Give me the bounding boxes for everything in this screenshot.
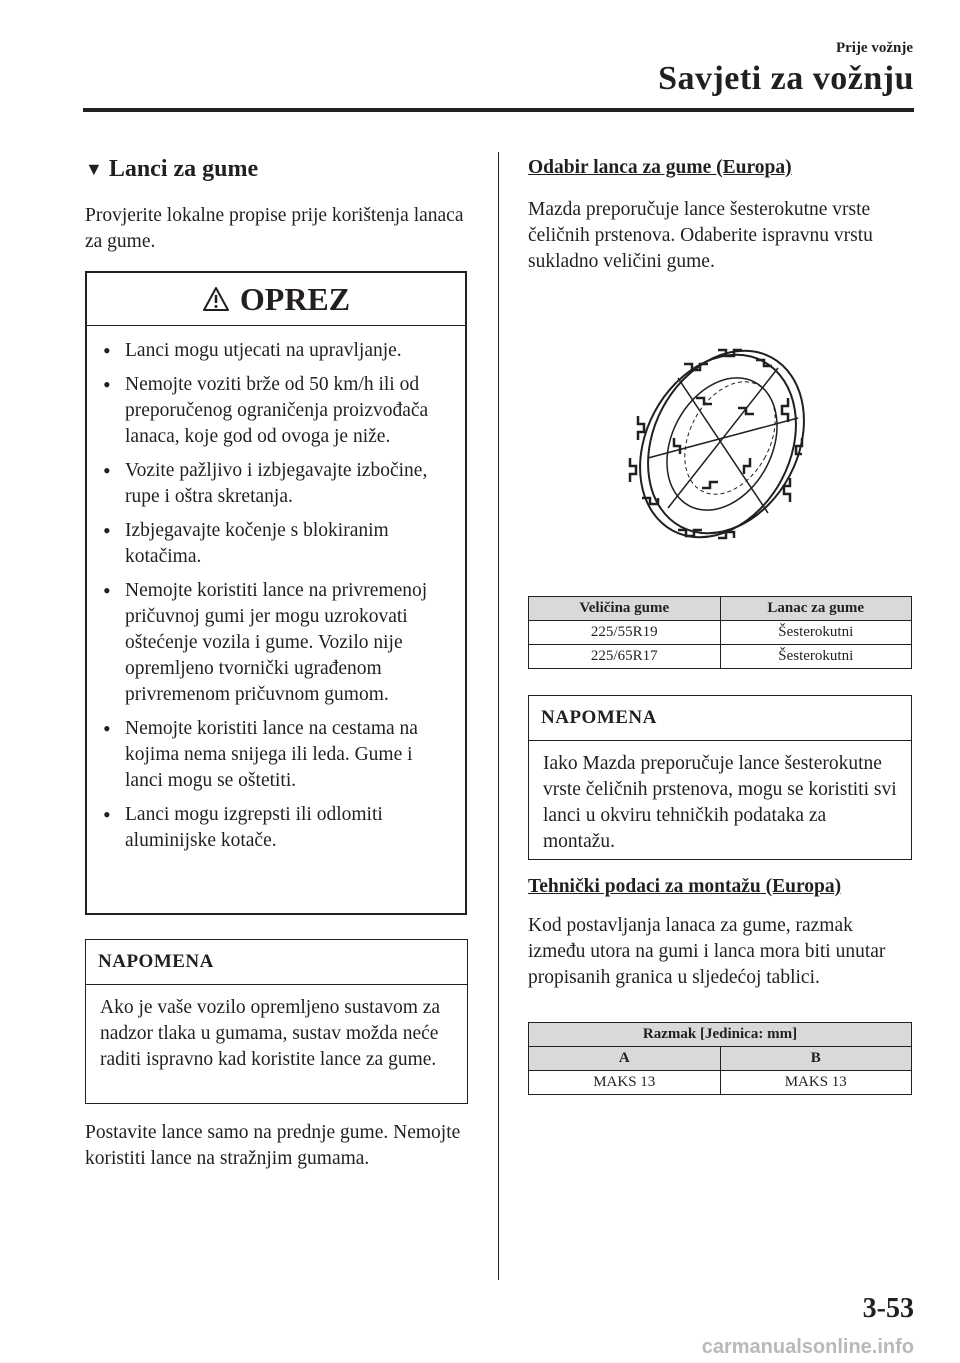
chapter-label: Prije vožnje <box>835 40 913 56</box>
tire-chain-table <box>528 596 912 669</box>
header-rule <box>83 108 914 112</box>
warning-triangle-icon <box>202 286 230 312</box>
chain-selection-paragraph: Mazda preporučuje lance šesterokutne vrste čeličnih prstenova. Odaberite ispravnu vrstu sukladno veličini gume. <box>528 199 873 272</box>
page-number: 3-53 <box>862 1293 914 1324</box>
note-heading: NAPOMENA <box>86 940 467 985</box>
note-box-chains <box>528 695 912 860</box>
note-heading: NAPOMENA <box>529 696 911 741</box>
caution-box <box>85 271 467 915</box>
table-cell: 225/65R17 <box>529 645 721 669</box>
table-header: A <box>529 1047 721 1071</box>
table-header: Lanac za gume <box>720 597 912 621</box>
table-row <box>529 1071 912 1095</box>
caution-heading: OPREZ <box>239 280 351 317</box>
watermark: carmanualsonline.info <box>701 1336 914 1358</box>
table-title: Razmak [Jedinica: mm] <box>529 1023 912 1047</box>
table-header: B <box>720 1047 912 1071</box>
note-body: Ako je vaše vozilo opremljeno sustavom za nadzor tlaka u gumama, sustav možda neće raditi ispravno kad koristite lance za gume. <box>100 997 441 1070</box>
table-cell: 225/55R19 <box>529 621 721 645</box>
caution-item: • Lanci mogu izgrepsti ili odlomiti aluminijske kotače. <box>99 802 455 854</box>
note-box-tpms <box>85 939 468 1104</box>
table-header: Veličina gume <box>529 597 721 621</box>
triangle-down-icon: ▼ <box>85 159 103 179</box>
caution-item: • Nemojte voziti brže od 50 km/h ili od preporučenog ograničenja proizvođača lanaca, koje god od ovoga je niže. <box>99 372 455 450</box>
mounting-paragraph: Kod postavljanja lanaca za gume, razmak između utora na gumi i lanca mora biti unutar propisanih granica u sljedećoj tablici. <box>528 915 886 988</box>
intro-paragraph: Provjerite lokalne propise prije korištenja lanaca za gume. <box>85 205 464 252</box>
clearance-table <box>528 1022 912 1095</box>
column-divider <box>498 152 499 1280</box>
section-title: Savjeti za vožnju <box>658 60 914 97</box>
caution-item: • Vozite pažljivo i izbjegavajte izbočine, rupe i oštra skretanja. <box>99 458 455 510</box>
topic-title: Lanci za gume <box>108 156 259 182</box>
subheading-mounting-specs: Tehnički podaci za montažu (Europa) <box>528 876 842 897</box>
table-row <box>529 621 912 645</box>
topic-heading <box>85 156 258 183</box>
caution-list <box>87 326 465 854</box>
table-cell: MAKS 13 <box>529 1071 721 1095</box>
caution-header <box>87 273 465 326</box>
subheading-chain-selection: Odabir lanca za gume (Europa) <box>528 157 792 178</box>
caution-item: • Izbjegavajte kočenje s blokiranim kotačima. <box>99 518 455 570</box>
caution-item: • Nemojte koristiti lance na cestama na kojima nema snijega ili leda. Gume i lanci mogu se oštetiti. <box>99 716 455 794</box>
caution-item: • Nemojte koristiti lance na privremenoj pričuvnoj gumi jer mogu uzrokovati oštećenje vozila i gume. Vozilo nije opremljeno tvornički ugrađenom privremenom pričuvnom gumom. <box>99 578 455 708</box>
tire-chain-illustration <box>618 338 823 550</box>
outro-paragraph: Postavite lance samo na prednje gume. Nemojte koristiti lance na stražnjim gumama. <box>85 1122 461 1169</box>
note-body: Iako Mazda preporučuje lance šesterokutne vrste čeličnih prstenova, mogu se koristiti svi lanci u okviru tehničkih podataka za montažu. <box>543 753 897 852</box>
table-cell: MAKS 13 <box>720 1071 912 1095</box>
table-cell: Šesterokutni <box>720 645 912 669</box>
table-cell: Šesterokutni <box>720 621 912 645</box>
table-row <box>529 645 912 669</box>
caution-item: • Lanci mogu utjecati na upravljanje. <box>99 338 455 364</box>
